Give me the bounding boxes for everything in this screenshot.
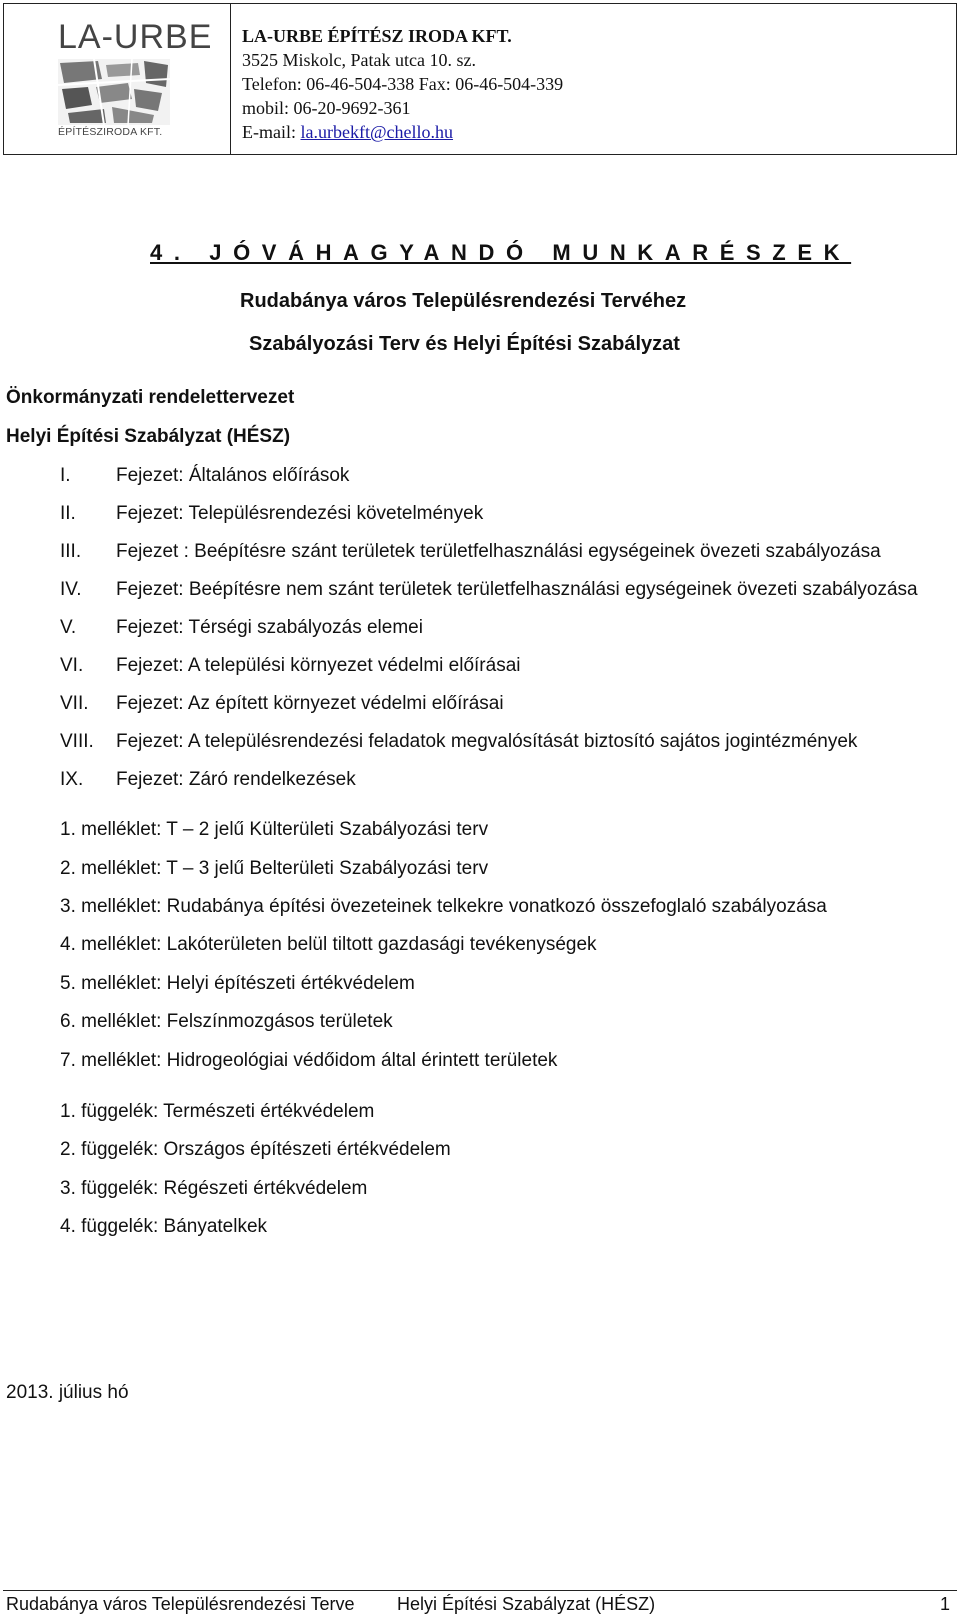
- chapter-number: VIII.: [60, 731, 94, 752]
- footer-center: Helyi Építési Szabályzat (HÉSZ): [397, 1594, 656, 1614]
- chapter-title: Fejezet: Záró rendelkezések: [116, 769, 356, 790]
- chapter-number: IV.: [60, 579, 82, 600]
- chapter-title: Fejezet: A településrendezési feladatok megvalósítását biztosító sajátos jogintézmények: [116, 731, 858, 752]
- chapter-title: Fejezet: Beépítésre nem szánt területek területfelhasználási egységeinek övezeti szabályozása: [116, 579, 918, 600]
- page-number: 1: [940, 1594, 951, 1614]
- chapter-number: IX.: [60, 769, 84, 790]
- email-label: E-mail:: [242, 122, 301, 142]
- chapter-title: Fejezet: Az épített környezet védelmi előírásai: [116, 693, 504, 714]
- company-mobile: mobil: 06-20-9692-361: [242, 98, 411, 118]
- chapter-number: III.: [60, 541, 82, 562]
- subtitle-plan: Rudabánya város Településrendezési Tervéhez: [240, 290, 687, 312]
- annex-item: 3. melléklet: Rudabánya építési övezeteinek telkekre vonatkozó összefoglaló szabályozása: [60, 896, 827, 917]
- company-phone-fax: Telefon: 06-46-504-338 Fax: 06-46-504-339: [242, 74, 564, 94]
- annex-item: 1. melléklet: T – 2 jelű Külterületi Szabályozási terv: [60, 819, 489, 840]
- chapter-number: VI.: [60, 655, 84, 676]
- chapter-number: V.: [60, 617, 77, 638]
- chapter-title: Fejezet : Beépítésre szánt területek területfelhasználási egységeinek övezeti szabályozása: [116, 541, 881, 562]
- subtitle-regulation: Szabályozási Terv és Helyi Építési Szabályzat: [249, 333, 680, 355]
- regulation-label: Helyi Építési Szabályzat (HÉSZ): [6, 426, 291, 447]
- annex-item: 2. melléklet: T – 3 jelű Belterületi Szabályozási terv: [60, 858, 489, 879]
- company-email-line: [242, 120, 563, 144]
- footer-divider: [3, 1590, 957, 1591]
- annex-item: 4. melléklet: Lakóterületen belül tiltott gazdasági tevékenységek: [60, 934, 597, 955]
- chapter-number: I.: [60, 465, 71, 486]
- chapter-title: Fejezet: Általános előírások: [116, 465, 350, 486]
- email-link[interactable]: la.urbekft@chello.hu: [300, 122, 454, 142]
- footer-left: Rudabánya város Településrendezési Terve: [6, 1594, 355, 1614]
- company-name: LA-URBE ÉPÍTÉSZ IRODA KFT.: [242, 26, 512, 46]
- annex-item: 7. melléklet: Hidrogeológiai védőidom által érintett területek: [60, 1050, 558, 1071]
- chapter-number: II.: [60, 503, 76, 524]
- appendix-item: 4. függelék: Bányatelkek: [60, 1216, 268, 1237]
- chapter-title: Fejezet: Településrendezési követelmények: [116, 503, 484, 524]
- company-logo: [4, 4, 231, 154]
- chapter-title: Fejezet: A települési környezet védelmi előírásai: [116, 655, 521, 676]
- document-date: 2013. július hó: [6, 1382, 129, 1403]
- draft-label: Önkormányzati rendelettervezet: [6, 387, 295, 408]
- letterhead: [3, 3, 957, 155]
- company-address: 3525 Miskolc, Patak utca 10. sz.: [242, 50, 476, 70]
- appendix-item: 2. függelék: Országos építészeti értékvédelem: [60, 1139, 451, 1160]
- annex-item: 6. melléklet: Felszínmozgásos területek: [60, 1011, 393, 1032]
- company-info: [242, 24, 563, 144]
- logo-wordmark: LA-URBE: [58, 18, 213, 56]
- appendix-item: 1. függelék: Természeti értékvédelem: [60, 1101, 375, 1122]
- logo-subline: ÉPÍTÉSZIRODA KFT.: [58, 126, 163, 138]
- appendix-item: 3. függelék: Régészeti értékvédelem: [60, 1178, 368, 1199]
- section-heading: 4. JÓVÁHAGYANDÓ MUNKARÉSZEK: [150, 240, 852, 265]
- chapter-number: VII.: [60, 693, 89, 714]
- logo-map-icon: [58, 59, 170, 125]
- chapter-title: Fejezet: Térségi szabályozás elemei: [116, 617, 423, 638]
- annex-item: 5. melléklet: Helyi építészeti értékvédelem: [60, 973, 415, 994]
